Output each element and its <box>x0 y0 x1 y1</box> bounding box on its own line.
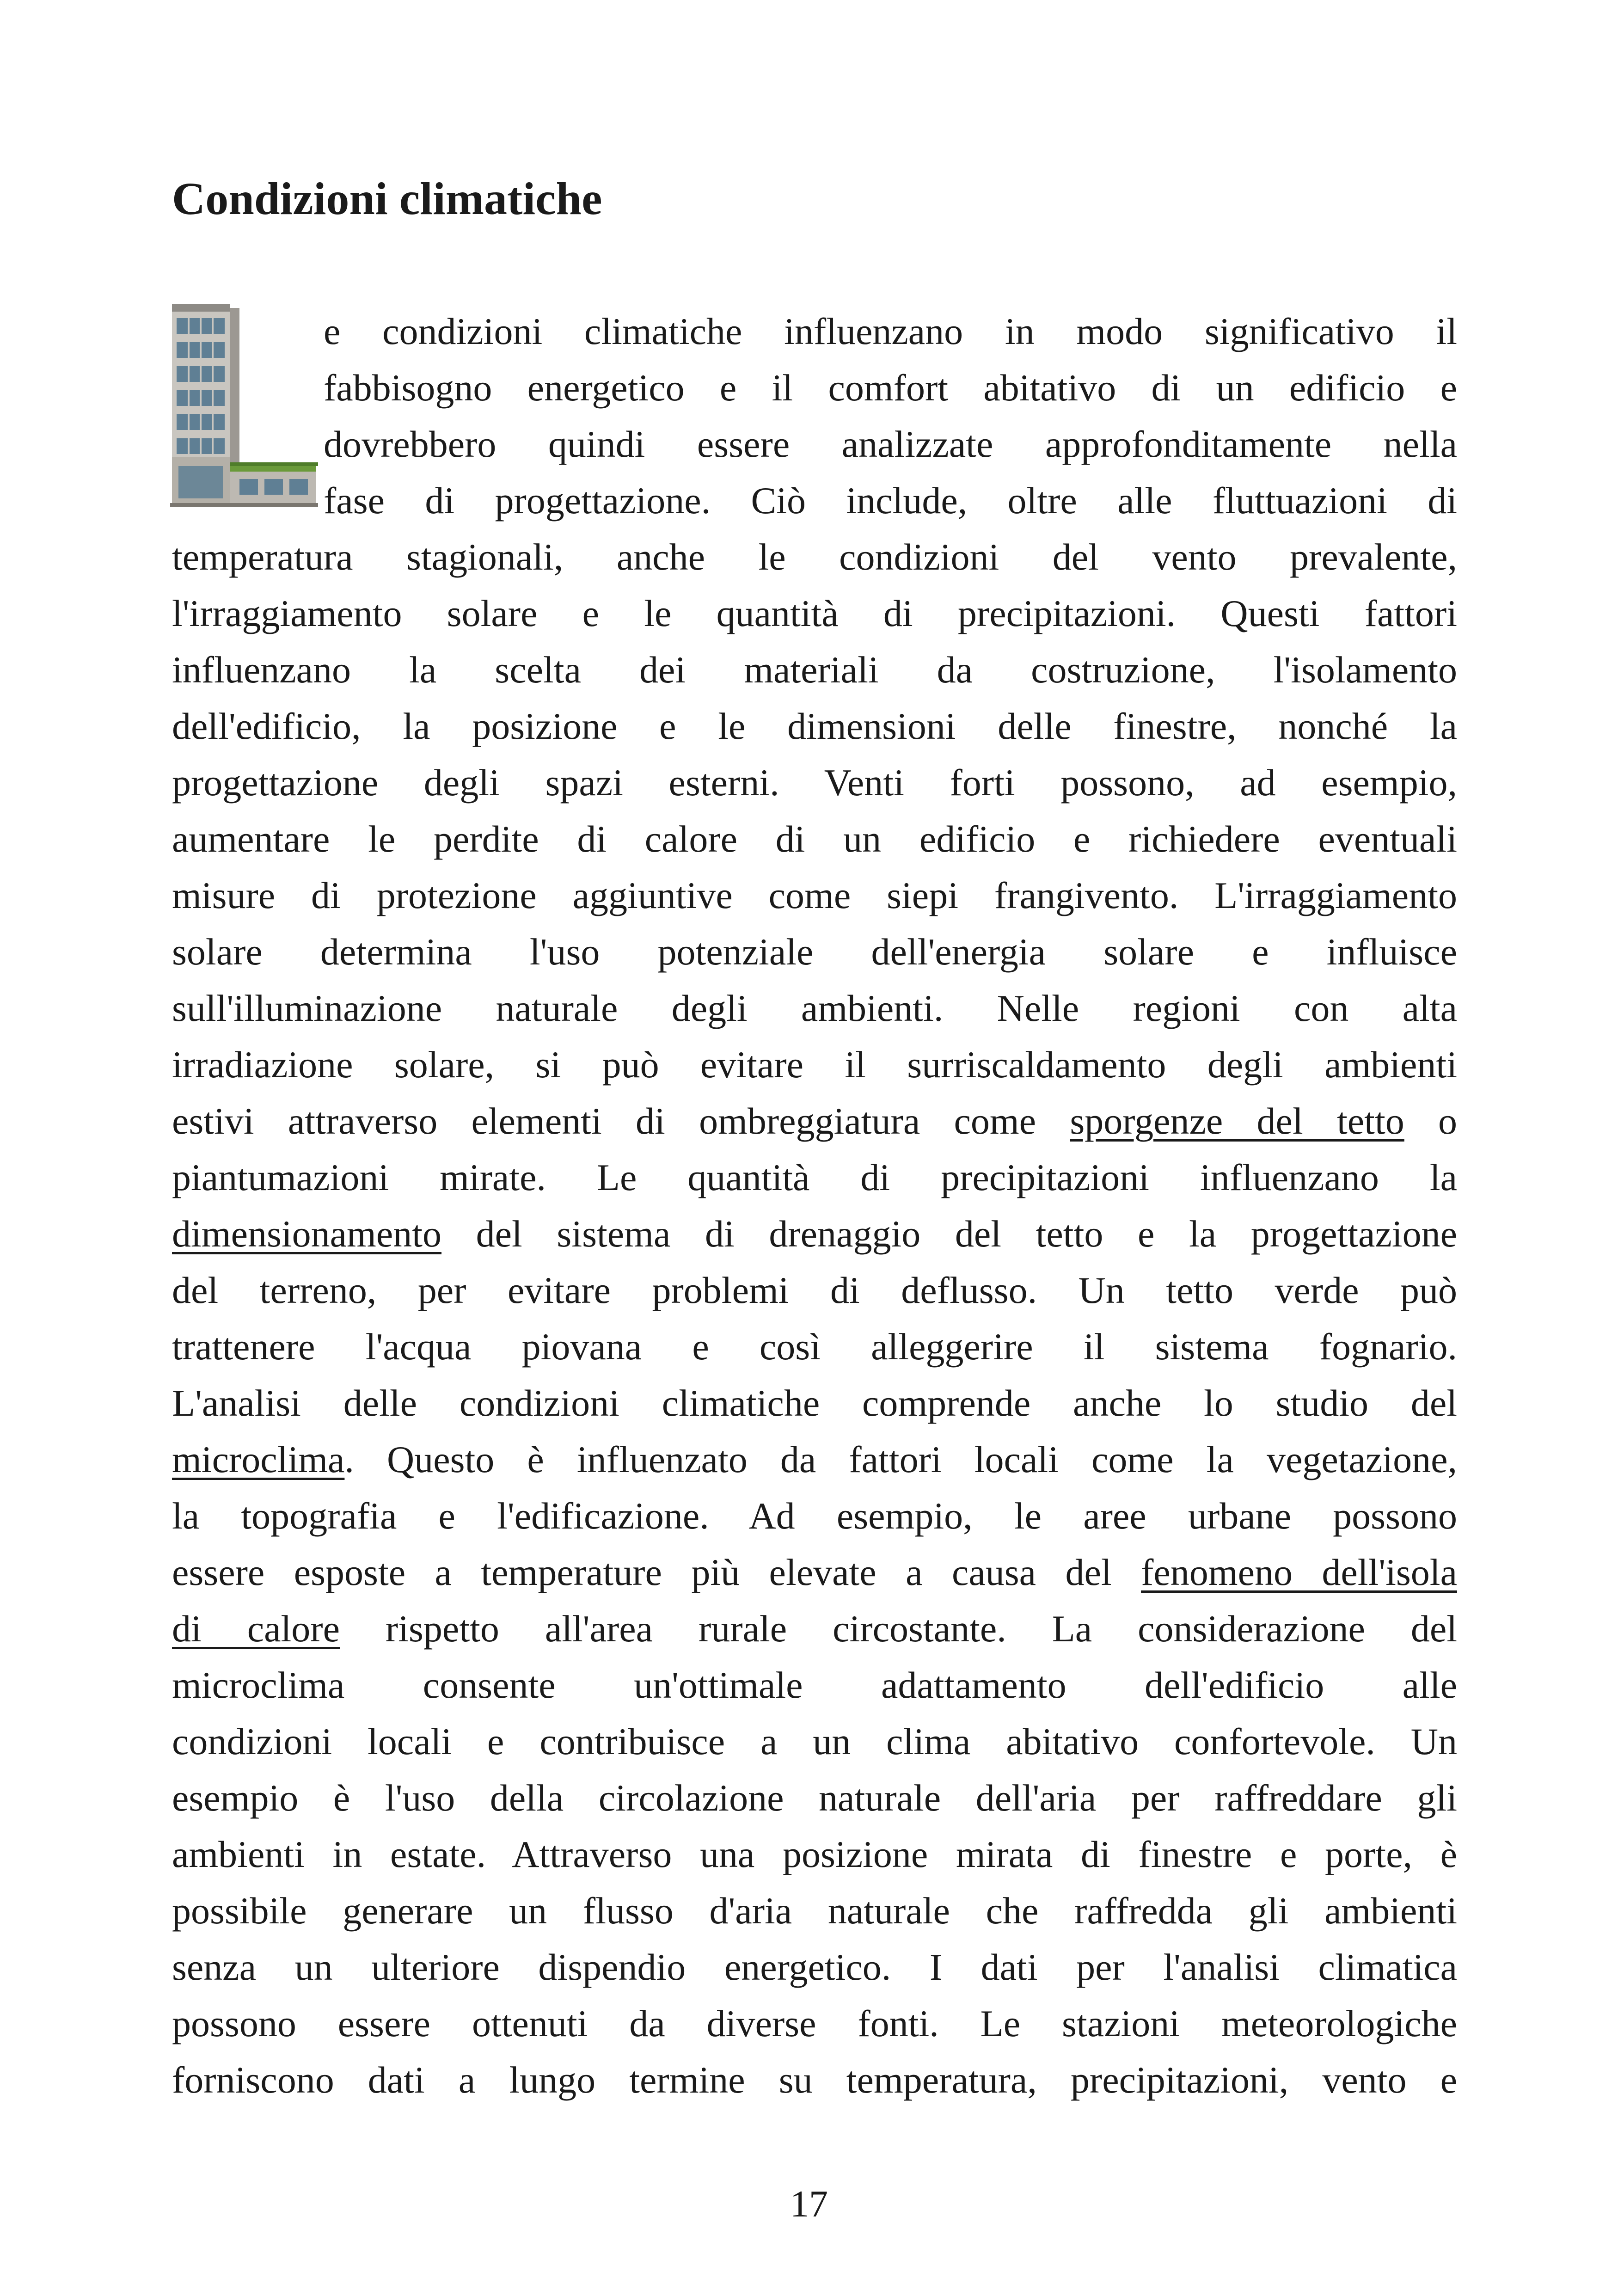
text-line <box>172 642 1457 698</box>
line-text: dovrebbero quindi essere analizzate approfonditamente nella <box>324 423 1457 465</box>
line-text: del sistema di drenaggio del tetto e la progettazione <box>441 1213 1457 1255</box>
line-text: condizioni locali e contribuisce a un clima abitativo confortevole. Un <box>172 1720 1457 1762</box>
text-line <box>172 980 1457 1037</box>
line-text: la topografia e l'edificazione. Ad esempio, le aree urbane possono <box>172 1495 1457 1537</box>
text-line <box>172 2052 1457 2108</box>
line-text: rispetto all'area rurale circostante. La considerazione del <box>340 1608 1457 1650</box>
line-text: possono essere ottenuti da diverse fonti. Le stazioni meteorologiche <box>172 2002 1457 2044</box>
text-line <box>324 303 1457 360</box>
line-text: sull'illuminazione naturale degli ambienti. Nelle regioni con alta <box>172 987 1457 1029</box>
line-text: misure di protezione aggiuntive come siepi frangivento. L'irraggiamento <box>172 874 1457 916</box>
page-number: 17 <box>790 2183 828 2225</box>
text-line <box>172 1375 1457 1431</box>
text-line <box>324 360 1457 416</box>
text-line <box>172 1544 1457 1601</box>
line-text: senza un ulteriore dispendio energetico. I dati per l'analisi climatica <box>172 1946 1457 1988</box>
line-text: esempio è l'uso della circolazione naturale dell'aria per raffreddare gli <box>172 1777 1457 1819</box>
line-text: l'irraggiamento solare e le quantità di precipitazioni. Questi fattori <box>172 592 1457 634</box>
line-text: ambienti in estate. Attraverso una posizione mirata di finestre e porte, è <box>172 1833 1457 1875</box>
line-text: temperatura stagionali, anche le condizioni del vento prevalente, <box>172 536 1457 578</box>
underlined-term: di calore <box>172 1608 340 1650</box>
text-line <box>172 585 1457 642</box>
line-text: microclima consente un'ottimale adattamento dell'edificio alle <box>172 1664 1457 1706</box>
text-line <box>172 698 1457 755</box>
text-line <box>172 1770 1457 1826</box>
text-line <box>172 867 1457 924</box>
underlined-term: fenomeno dell'isola <box>1141 1551 1457 1593</box>
text-line <box>172 529 1457 585</box>
underlined-term: sporgenze del tetto <box>1070 1100 1404 1142</box>
line-text: del terreno, per evitare problemi di deflusso. Un tetto verde può <box>172 1269 1457 1311</box>
line-text: estivi attraverso elementi di ombreggiatura come <box>172 1100 1070 1142</box>
line-text: fabbisogno energetico e il comfort abitativo di un edificio e <box>324 367 1457 409</box>
line-text: aumentare le perdite di calore di un edificio e richiedere eventuali <box>172 818 1457 860</box>
text-line <box>172 755 1457 811</box>
text-line <box>172 1431 1457 1488</box>
text-line <box>172 1319 1457 1375</box>
text-line <box>324 473 1457 529</box>
line-text: progettazione degli spazi esterni. Venti forti possono, ad esempio, <box>172 761 1457 804</box>
line-text: piantumazioni mirate. Le quantità di precipitazioni influenzano la <box>172 1156 1457 1198</box>
text-line <box>172 1939 1457 1995</box>
line-text: dell'edificio, la posizione e le dimensioni delle finestre, nonché la <box>172 705 1457 747</box>
line-text: solare determina l'uso potenziale dell'energia solare e influisce <box>172 931 1457 973</box>
text-line <box>172 1713 1457 1770</box>
text-line <box>172 1488 1457 1544</box>
page-title: Condizioni climatiche <box>172 173 602 224</box>
text-line <box>172 1093 1457 1149</box>
line-text: irradiazione solare, si può evitare il surriscaldamento degli ambienti <box>172 1044 1457 1086</box>
text-line <box>172 924 1457 980</box>
text-line <box>172 1037 1457 1093</box>
text-line <box>172 1995 1457 2052</box>
text-line <box>172 1826 1457 1883</box>
text-line <box>172 1657 1457 1713</box>
line-text: fase di progettazione. Ciò include, oltre alle fluttuazioni di <box>324 479 1457 522</box>
text-line <box>172 1206 1457 1262</box>
text-line <box>172 1601 1457 1657</box>
text-line <box>324 416 1457 473</box>
line-text: influenzano la scelta dei materiali da costruzione, l'isolamento <box>172 649 1457 691</box>
line-text: forniscono dati a lungo termine su temperatura, precipitazioni, vento e <box>172 2059 1457 2101</box>
building-dropcap-icon <box>170 300 318 509</box>
line-text: trattenere l'acqua piovana e così alleggerire il sistema fognario. <box>172 1326 1457 1368</box>
line-text: o <box>1404 1100 1458 1142</box>
line-text: . Questo è influenzato da fattori locali come la vegetazione, <box>344 1438 1457 1480</box>
line-text: possibile generare un flusso d'aria naturale che raffredda gli ambienti <box>172 1890 1457 1932</box>
line-text: e condizioni climatiche influenzano in modo significativo il <box>324 310 1457 352</box>
underlined-term: microclima <box>172 1438 345 1480</box>
underlined-term: dimensionamento <box>172 1213 442 1255</box>
text-line <box>172 1149 1457 1206</box>
text-line <box>172 1262 1457 1319</box>
text-line <box>172 811 1457 867</box>
line-text: L'analisi delle condizioni climatiche comprende anche lo studio del <box>172 1382 1457 1424</box>
text-line <box>172 1883 1457 1939</box>
line-text: essere esposte a temperature più elevate a causa del <box>172 1551 1141 1593</box>
